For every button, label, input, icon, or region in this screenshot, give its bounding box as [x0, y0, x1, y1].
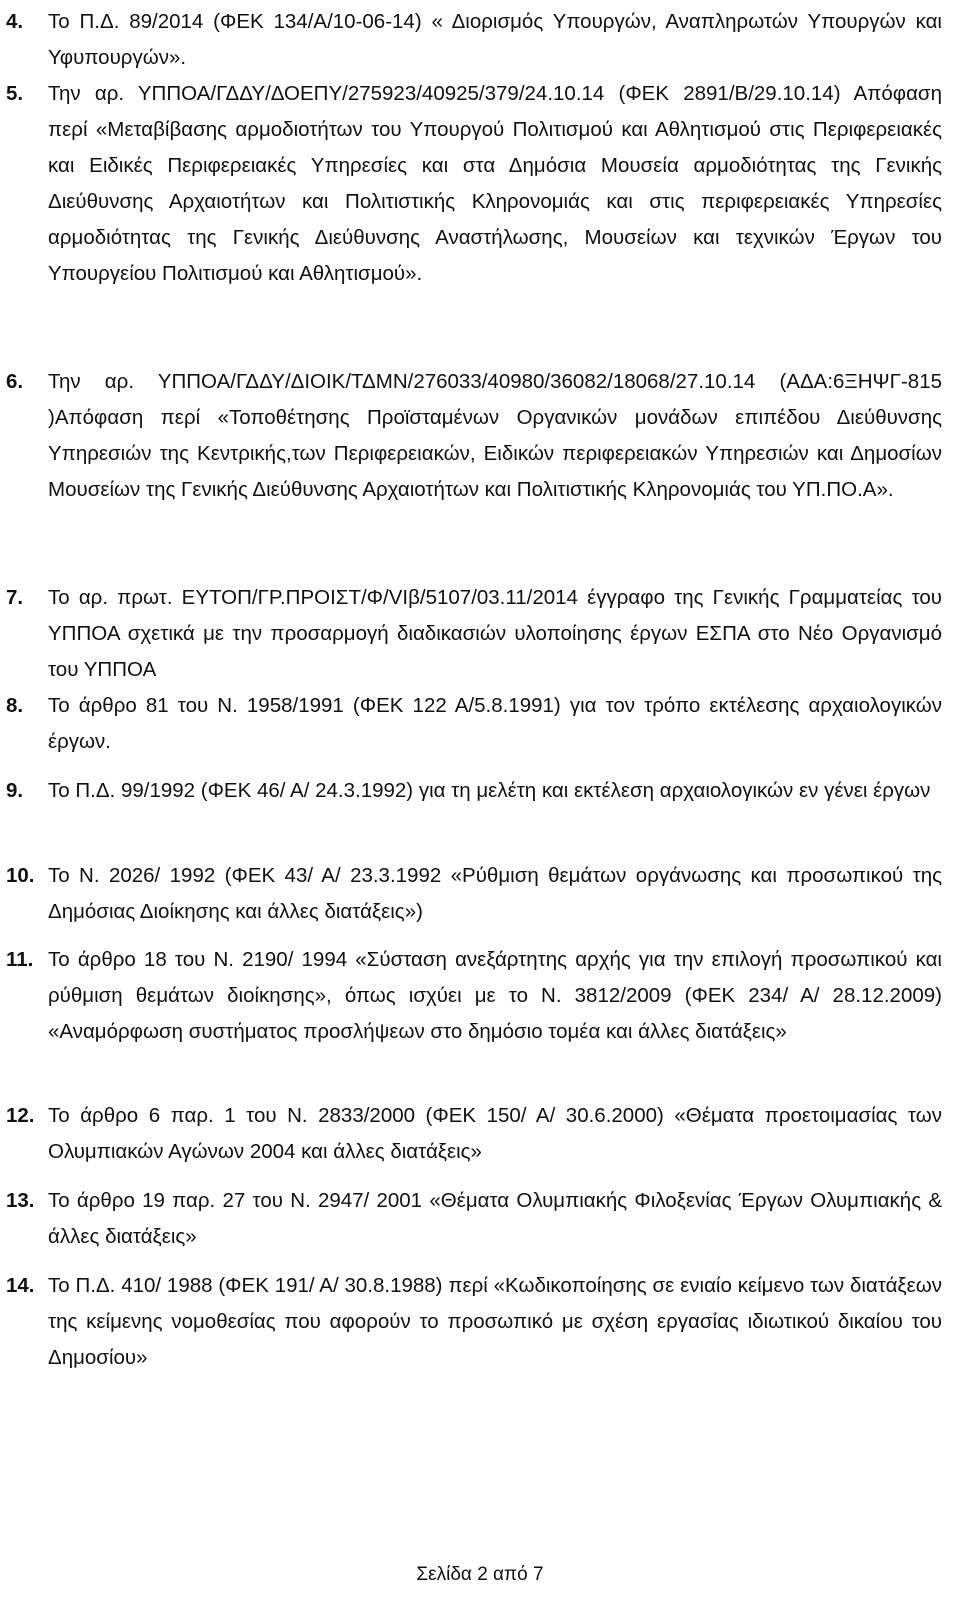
list-item-text: Το άρθρο 81 του Ν. 1958/1991 (ΦΕΚ 122 Α/5.8.1991) για τον τρόπο εκτέλεσης αρχαιολογικών έργων. [48, 694, 942, 753]
list-item-number: 10. [6, 864, 35, 887]
list-item-number: 7. [6, 586, 24, 609]
list-item-number: 13. [6, 1189, 35, 1212]
list-item-text: Το Ν. 2026/ 1992 (ΦΕΚ 43/ Α/ 23.3.1992 «Ρύθμιση θεμάτων οργάνωσης και προσωπικού της Δημόσιας Διοίκησης και άλλες διατάξεις») [48, 864, 942, 923]
list-item-number: 9. [6, 779, 24, 802]
list-item-text: Το άρθρο 19 παρ. 27 του Ν. 2947/ 2001 «Θέματα Ολυμπιακής Φιλοξενίας Έργων Ολυμπιακής & άλλες διατάξεις» [48, 1189, 942, 1248]
list-item-text: Την αρ. ΥΠΠΟΑ/ΓΔΔΥ/ΔΟΕΠΥ/275923/40925/379/24.10.14 (ΦΕΚ 2891/Β/29.10.14) Απόφαση περί «Μεταβίβασης αρμοδιοτήτων του Υπουργού Πολιτισμού και Αθλητισμού στις Περιφερειακές και Ειδικές Περιφερειακές Υπηρεσίες και στα Δημόσια Μουσεία αρμοδιότητας της Γενικής Διεύθυνσης Αρχαιοτήτων και Πολιτιστικής Κληρονομιάς και στις περιφερειακές Υπηρεσίες αρμοδιότητας της Γενικής Διεύθυνσης Αναστήλωσης, Μουσείων και τεχνικών Έργων του Υπουργείου Πολιτισμού και Αθλητισμού». [48, 82, 942, 285]
list-item-number: 12. [6, 1104, 35, 1127]
list-item-number: 4. [6, 10, 24, 33]
page-footer [0, 1562, 960, 1588]
list-item-number: 14. [6, 1274, 35, 1297]
list-item-number: 5. [6, 82, 24, 105]
page-number-label: Σελίδα 2 από 7 [416, 1564, 544, 1585]
list-item-text: Το άρθρο 6 παρ. 1 του Ν. 2833/2000 (ΦΕΚ 150/ Α/ 30.6.2000) «Θέματα προετοιμασίας των Ολυμπιακών Αγώνων 2004 και άλλες διατάξεις» [48, 1104, 942, 1163]
list-item-number: 6. [6, 370, 24, 393]
list-item-text: Το Π.Δ. 99/1992 (ΦΕΚ 46/ Α/ 24.3.1992) για τη μελέτη και εκτέλεση αρχαιολογικών εν γένει έργων [48, 779, 931, 802]
list-item-text: Την αρ. ΥΠΠΟΑ/ΓΔΔΥ/ΔΙΟΙΚ/ΤΔΜΝ/276033/40980/36082/18068/27.10.14 (ΑΔΑ:6ΞΗΨΓ-815 )Απόφαση περί «Τοποθέτησης Προϊσταμένων Οργανικών μονάδων επιπέδου Διεύθυνσης Υπηρεσιών της Κεντρικής,των Περιφερειακών, Ειδικών περιφερειακών Υπηρεσιών και Δημοσίων Μουσείων της Γενικής Διεύθυνσης Αρχαιοτήτων και Πολιτιστικής Κληρονομιάς του ΥΠ.ΠΟ.Α». [48, 370, 942, 501]
list-item-number: 11. [6, 948, 34, 971]
list-item-text: Το Π.Δ. 410/ 1988 (ΦΕΚ 191/ Α/ 30.8.1988) περί «Κωδικοποίησης σε ενιαίο κείμενο των διατάξεων της κείμενης νομοθεσίας που αφορούν το προσωπικό με σχέση εργασίας ιδιωτικού δικαίου του Δημοσίου» [48, 1274, 942, 1369]
list-item-number: 8. [6, 694, 24, 717]
list-item-text: Το Π.Δ. 89/2014 (ΦΕΚ 134/Α/10-06-14) « Διορισμός Υπουργών, Αναπληρωτών Υπουργών και Υφυπουργών». [48, 10, 942, 69]
list-item-text: Το αρ. πρωτ. ΕΥΤΟΠ/ΓΡ.ΠΡΟΙΣΤ/Φ/VΙβ/5107/03.11/2014 έγγραφο της Γενικής Γραμματείας του ΥΠΠΟΑ σχετικά με την προσαρμογή διαδικασιών υλοποίησης έργων ΕΣΠΑ στο Νέο Οργανισμό του ΥΠΠΟΑ [48, 586, 942, 681]
list-item-text: Το άρθρο 18 του Ν. 2190/ 1994 «Σύσταση ανεξάρτητης αρχής για την επιλογή προσωπικού και ρύθμιση θεμάτων διοίκησης», όπως ισχύει με το Ν. 3812/2009 (ΦΕΚ 234/ Α/ 28.12.2009) «Αναμόρφωση συστήματος προσλήψεων στο δημόσιο τομέα και άλλες διατάξεις» [48, 948, 942, 1043]
